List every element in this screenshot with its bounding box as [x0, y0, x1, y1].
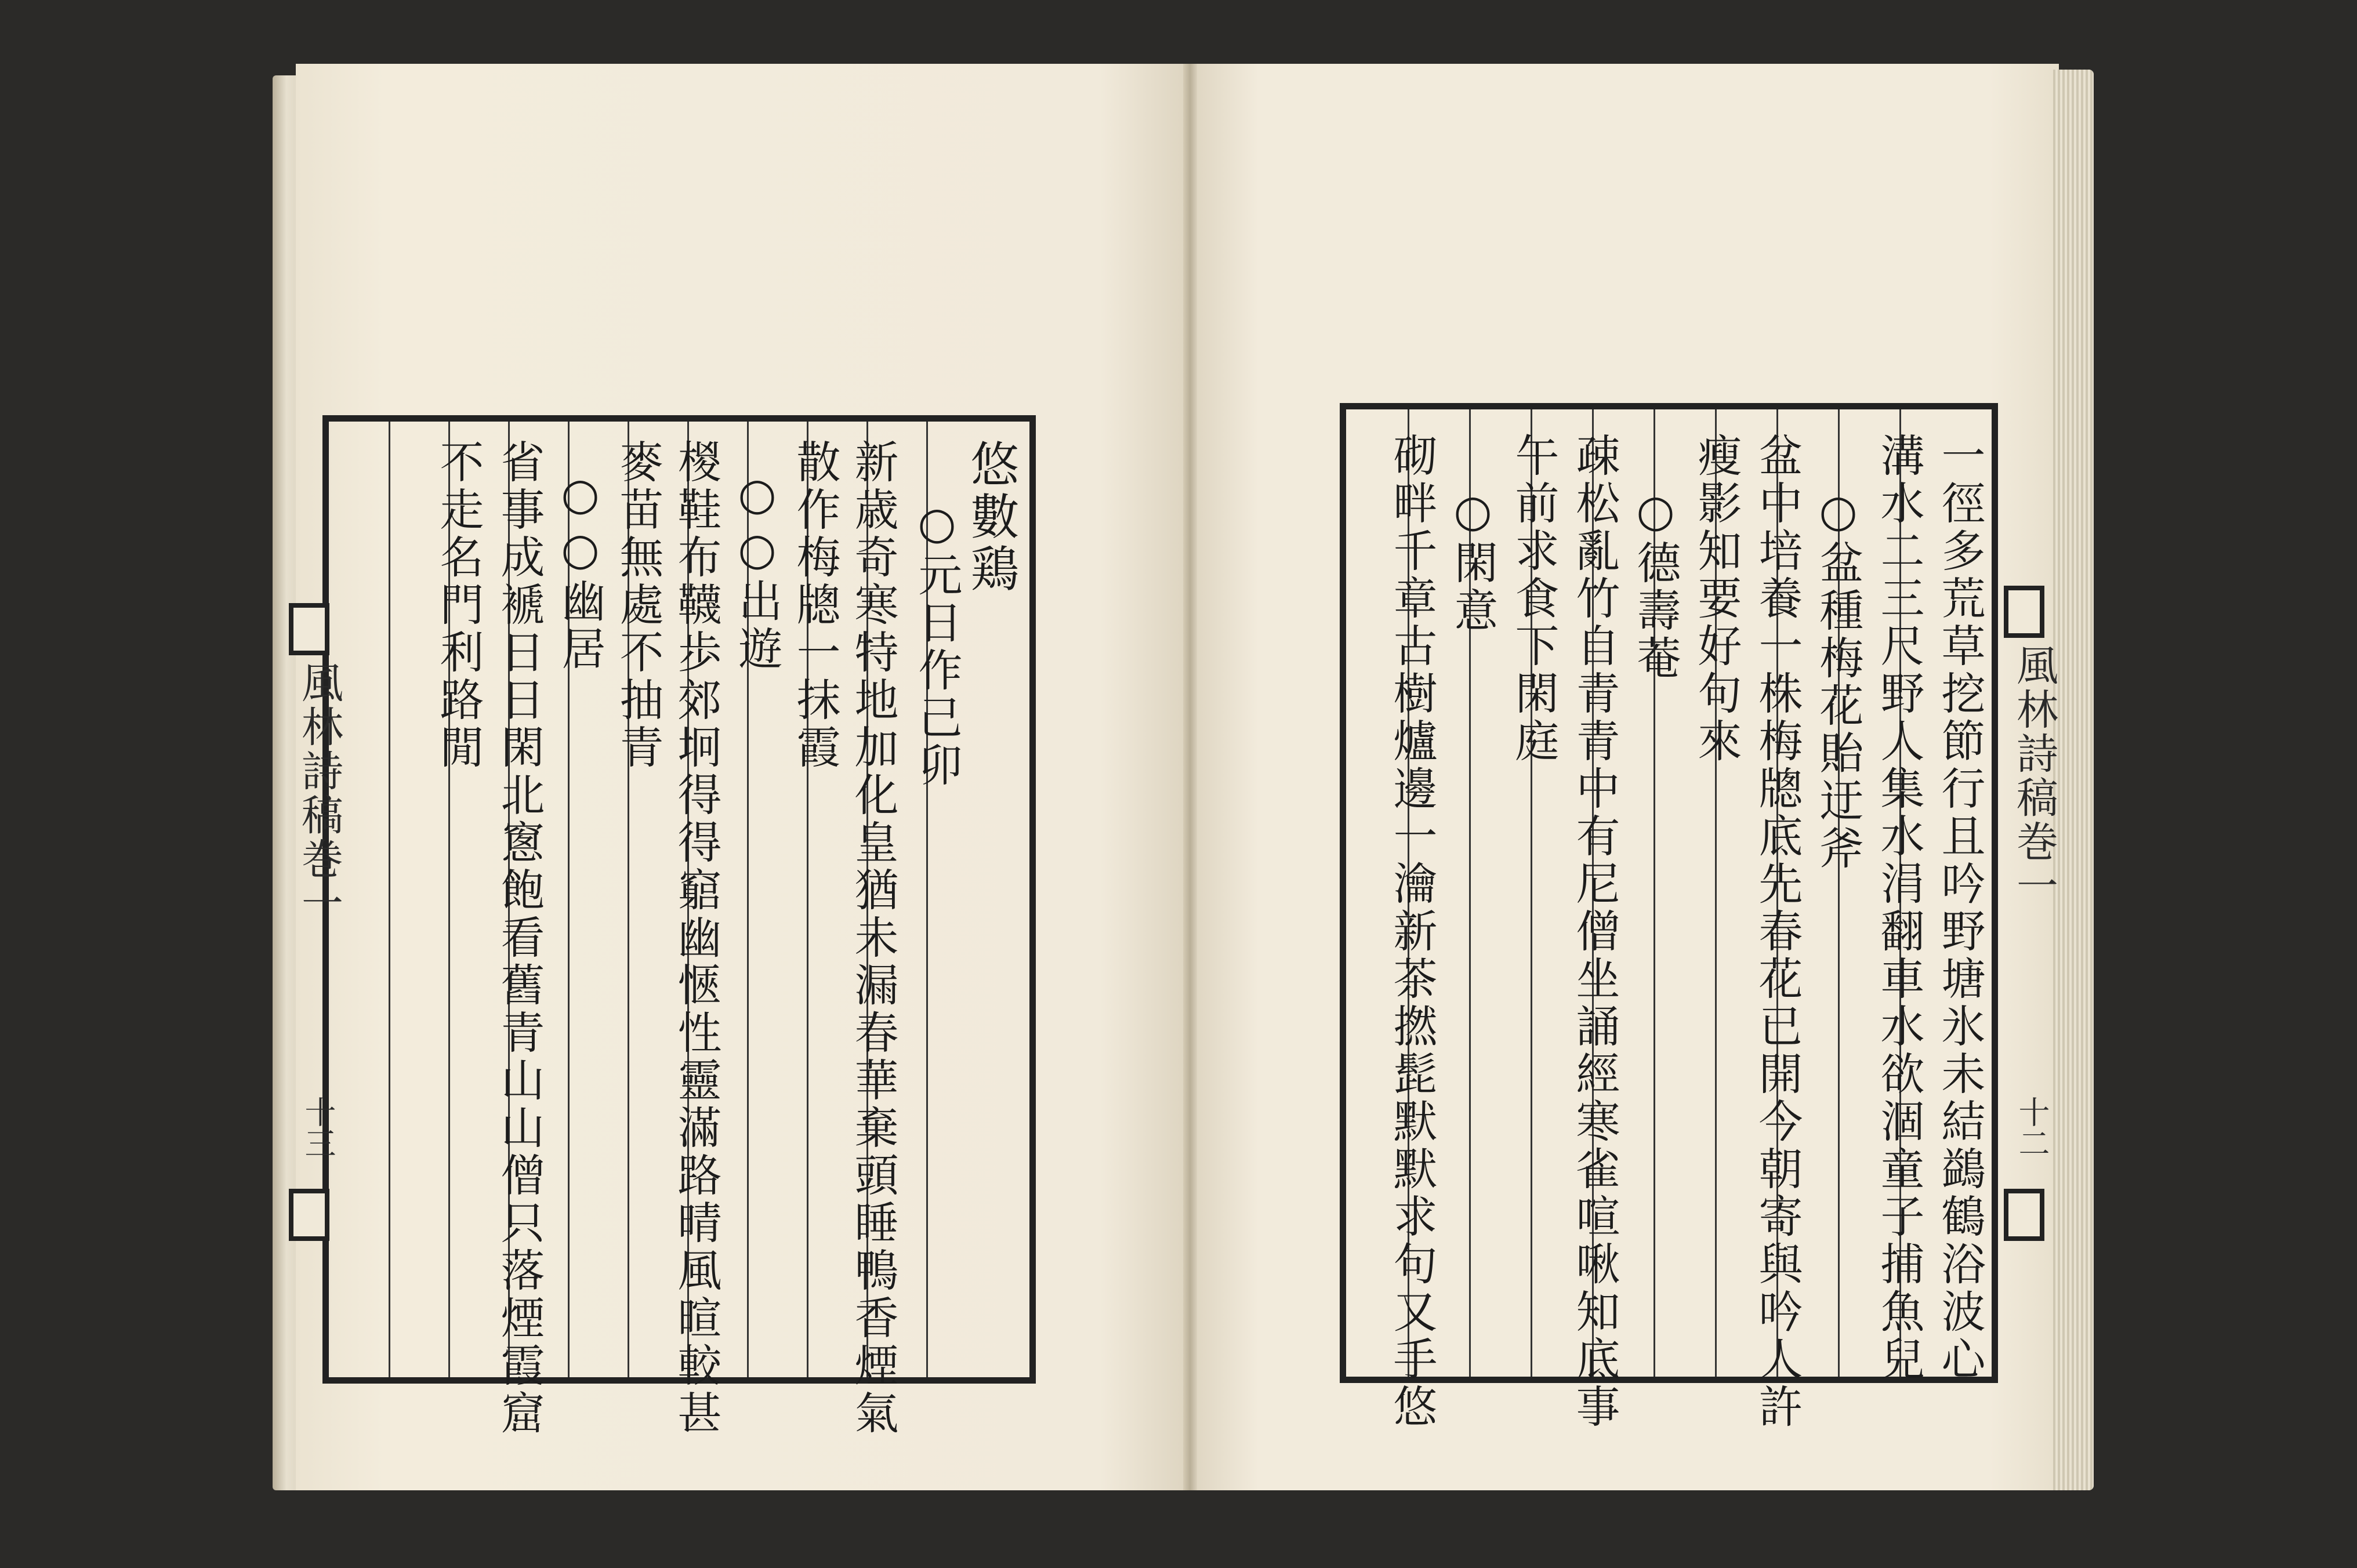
poem-title: 悠數鶏: [963, 439, 1020, 596]
poem-line: 不走名門利路閒: [433, 439, 484, 772]
poem-heading: ○元日作己卯: [911, 497, 963, 790]
poem-line: 午前求食下閑庭: [1508, 433, 1560, 765]
poem-line: 砌畔千章古樹爐邊一瀹新茶撚髭默默求句又手悠: [1386, 433, 1438, 1431]
poem-line: 椶鞋布韈歩郊坰得得竆幽愜性靈滿路晴風暄較甚: [670, 439, 722, 1438]
poem-line: 一徑多荒草挖節行且吟野塘氷未結鷁鶴浴波心: [1934, 433, 1986, 1384]
poem-line: 新歳奇寒特地加化皇猶未漏春華棄頭睡鴨香煙氣: [847, 439, 899, 1438]
poem-line: 溝水二三尺野人集水涓翻車水欲涸童子捕魚兒: [1873, 433, 1925, 1384]
poem-heading: ○德壽菴: [1630, 485, 1681, 683]
folio-number: 十三: [300, 1096, 336, 1159]
folio-number: 十二: [2014, 1096, 2050, 1159]
column-rule: [389, 422, 390, 1377]
spine-title: 風林詩稿巻一: [2010, 644, 2058, 908]
poem-line: 散作梅牕一抹霞: [789, 439, 841, 772]
right-text-frame: [1340, 403, 1998, 1431]
open-book: [273, 64, 2094, 1502]
fish-tail-mark: [2004, 586, 2044, 638]
poem-heading: ○○出遊: [731, 468, 783, 673]
left-text-frame: [322, 415, 1036, 1438]
poem-heading: ○○幽居: [554, 468, 606, 673]
book-gutter: [1183, 64, 1197, 1490]
poem-line: 疎松亂竹自青青中有尼僧坐誦經寒雀喧啾知底事: [1569, 433, 1620, 1431]
poem-heading: ○盆種梅花貽迂斧: [1812, 485, 1864, 873]
fish-tail-mark: [289, 1189, 329, 1241]
fish-tail-mark: [2004, 1189, 2044, 1241]
poem-line: 瘦影知要好句來: [1691, 433, 1742, 765]
poem-line: 盆中培養一株梅牕底先春花已開今朝寄與吟人許: [1752, 433, 1803, 1431]
fish-tail-mark: [289, 603, 329, 655]
poem-heading: ○閑意: [1447, 485, 1499, 635]
poem-line: 麥苗無處不抽青: [612, 439, 664, 772]
poem-line: 省事成褫日日閑北窻飽看舊青山山僧只落煙霞窟: [494, 439, 545, 1438]
spine-title: 風林詩稿巻一: [295, 661, 343, 925]
